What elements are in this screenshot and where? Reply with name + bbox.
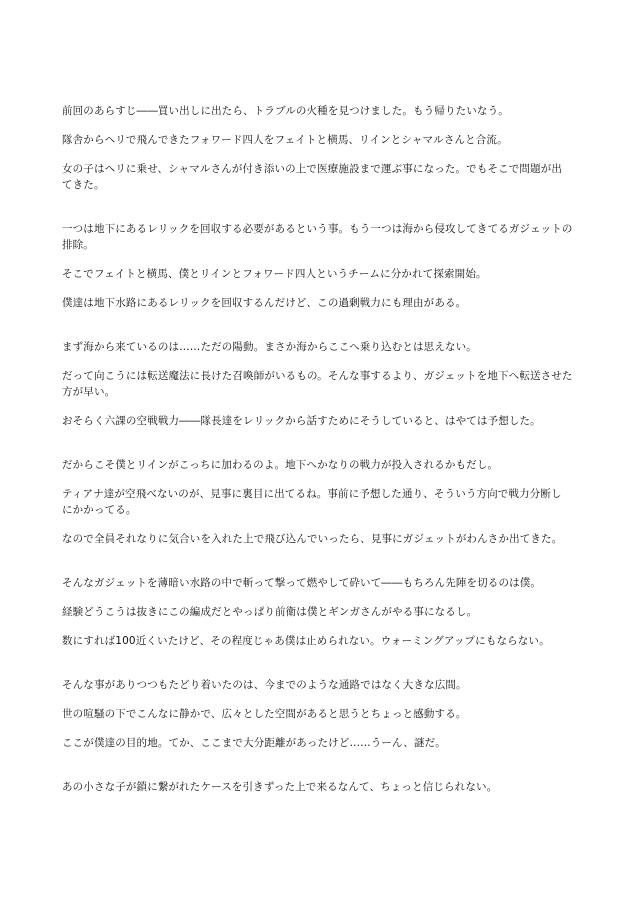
paragraph: あの小さな子が鎖に繋がれたケースを引きずった上で来るなんて、ちょっと信じられない。 bbox=[62, 781, 498, 793]
paragraph: 一つは地下にあるレリックを回収する必要があるという事。もう一つは海から侵攻してきてるガジェットの 排除。 bbox=[62, 223, 573, 251]
paragraph: 隊舎からヘリで飛んできたフォワード四人をフェイトと横馬、リインとシャマルさんと合流。 bbox=[62, 134, 508, 146]
paragraph: そこでフェイトと横馬、僕とリインとフォワード四人というチームに分かれて探索開始。 bbox=[62, 268, 487, 280]
paragraph: 僕達は地下水路にあるレリックを回収するんだけど、この過剰戦力にも理由がある。 bbox=[62, 297, 467, 309]
paragraph: 前回のあらすじ――買い出しに出たら、トラブルの火種を見つけました。もう帰りたいなう。 bbox=[62, 105, 509, 117]
paragraph: そんなガジェットを薄暗い水路の中で斬って撃って燃やして砕いて――もちろん先陣を切るのは僕。 bbox=[62, 577, 542, 589]
paragraph: 経験どうこうは抜きにこの編成だとやっぱり前衛は僕とギンガさんがやる事になるし。 bbox=[62, 606, 478, 618]
paragraph: だからこそ僕とリインがこっちに加わるのよ。地下へかなりの戦力が投入されるかもだし。 bbox=[62, 459, 499, 471]
paragraph: 数にすれば100近くいたけど、その程度じゃあ僕は止められない。ウォーミングアップにもならない。 bbox=[62, 635, 550, 647]
paragraph: まず海から来ているのは……ただの陽動。まさか海からここへ乗り込むとは思えない。 bbox=[62, 341, 477, 353]
paragraph: だって向こうには転送魔法に長けた召喚師がいるもの。そんな事するより、ガジェットを地下へ転送させた 方が早い。 bbox=[62, 370, 573, 398]
paragraph: ここが僕達の目的地。てか、ここまで大分距離があったけど……うーん、謎だ。 bbox=[62, 737, 446, 749]
paragraph: なので全員それなりに気合いを入れた上で飛び込んでいったら、見事にガジェットがわんさか出てきた。 bbox=[62, 533, 563, 545]
story-text bbox=[62, 103, 582, 795]
paragraph: ティアナ達が空飛べないのが、見事に裏目に出てるね。事前に予想した通り、そういう方向で戦力分断し にかかってる。 bbox=[62, 488, 562, 516]
paragraph: 女の子はヘリに乗せ、シャマルさんが付き添いの上で医療施設まで運ぶ事になった。でもそこで問題が出 てきた。 bbox=[62, 163, 563, 191]
paragraph: おそらく六課の空戦戦力――隊長達をレリックから話すためにそうしていると、はやては予想した。 bbox=[62, 415, 541, 427]
paragraph: そんな事がありつつもたどり着いたのは、今までのような通路ではなく大きな広間。 bbox=[62, 679, 467, 691]
paragraph: 世の喧騒の下でこんなに静かで、広々とした空間があると思うとちょっと感動する。 bbox=[62, 708, 467, 720]
